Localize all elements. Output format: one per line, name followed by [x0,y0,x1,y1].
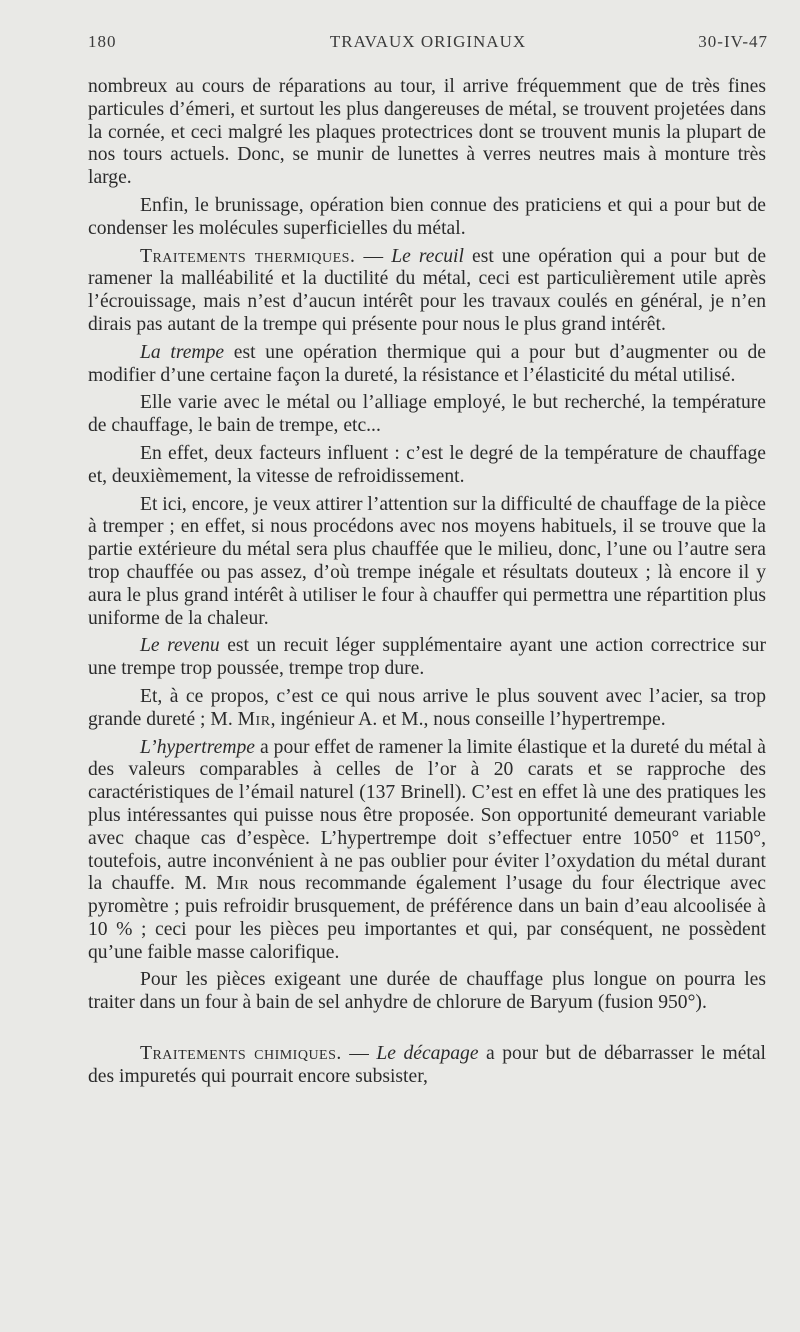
section-heading: Traitements chimiques. [140,1043,342,1065]
term: L’hypertrempe [140,736,255,758]
paragraph [88,494,766,631]
paragraph [88,392,766,438]
paragraph [88,246,766,337]
running-header [88,32,768,62]
page-number: 180 [88,32,117,51]
text-segment: Pour les pièces exigeant une durée de chauffage plus longue on pourra les traiter dans un four à bain de sel anhydre de chlorure de Baryum (fusion 950°). [88,969,766,1014]
paragraph [88,195,766,241]
text-segment: est un recuit léger supplémentaire ayant une action correctrice sur une trempe trop poussée, trempe trop dure. [88,635,766,680]
paragraph [88,969,766,1015]
paragraph [88,443,766,489]
person-name: Mir [216,873,250,895]
text-segment: Et ici, encore, je veux attirer l’attention sur la difficulté de chauffage de la pièce à tremper ; en effet, si nous procédons avec nos moyens habituels, il se trouve que la partie extérieure du métal sera plus chauffée que le milieu, donc, l’une ou l’autre sera trop chauffée ou pas assez, d’où trempe inégale et résultats douteux ; là encore il y aura le plus grand intérêt à utiliser le four à chauffer qui permettra une répartition plus uniforme de la chaleur. [88,493,766,629]
person-name: Mir [237,708,271,730]
text-segment: Enfin, le brunissage, opération bien connue des praticiens et qui a pour but de condenser les molécules superficielles du métal. [88,194,766,239]
text-segment: — [355,245,392,267]
text-segment: est une opération thermique qui a pour but d’augmenter ou de modifier d’une certaine façon la dureté, la résistance et l’élasticité du métal utilisé. [88,341,766,386]
text-segment: En effet, deux facteurs influent : c’est le degré de la température de chauffage et, deuxièmement, la vitesse de refroidissement. [88,442,766,487]
section-heading: Traitements thermiques. [140,245,356,267]
text-segment: nombreux au cours de réparations au tour, il arrive fréquemment que de très fines particules d’émeri, et surtout les plus dangereuses de métal, se trouvent projetées dans la cornée, et ceci malgré les plaques protectrices dont se trouvent munis la plupart de nos tours actuels. Donc, se munir de lunettes à verres neutres mais à monture très large. [88,76,766,189]
text-segment: a pour effet de ramener la limite élastique et la dureté du métal à des valeurs comparables à celles de l’or à 20 carats et se rapproche des caractéristiques de l’émail naturel (137 Brinell). C’est en effet là une des pratiques les plus intéressantes qui puisse nous être proposée. Son opportunité demeurant variable avec chaque cas d’espèce. L’hypertrempe doit s’effectuer entre 1050° et 1150°, toutefois, autre inconvénient à ne pas oublier pour éviter l’oxydation du métal durant la chauffe. M. [88,736,766,895]
paragraph [88,737,766,965]
term: Le décapage [376,1043,479,1065]
paragraph [88,686,766,732]
term: La trempe [140,341,225,363]
text-segment: est une opération qui a pour but de ramener la malléabilité et la ductilité du métal, ceci est particulièrement utile après l’écrouissage, mais n’est d’aucun intérêt pour les travaux coulés en général, je n’en dirais pas autant de la trempe qui présente pour nous le plus grand intérêt. [88,245,767,335]
text-segment: nous recommande également l’usage du four électrique avec pyromètre ; puis refroidir brusquement, de préférence dans un bain d’eau alcoolisée à 10 % ; ceci pour les pièces peu importantes et qui, par conséquent, ne possèdent qu’une faible masse calorifique. [88,873,767,963]
body-text [88,76,766,1094]
issue-date: 30-IV-47 [698,32,768,51]
paragraph [88,342,766,388]
text-segment: Et, à ce propos, c’est ce qui nous arrive le plus souvent avec l’acier, sa trop grande dureté ; M. [88,685,766,730]
running-title: TRAVAUX ORIGINAUX [329,32,527,51]
text-segment: — [341,1043,377,1065]
text-segment: , ingénieur A. et M., nous conseille l’hypertrempe. [270,708,666,730]
term: Le revenu [140,635,220,657]
text-segment: Elle varie avec le métal ou l’alliage employé, le but recherché, la température de chauffage, le bain de trempe, etc... [88,392,766,437]
paragraph [88,635,766,681]
paragraph [88,1043,766,1089]
text-segment: a pour but de débarrasser le métal des impuretés qui pourrait encore subsister, [88,1043,766,1087]
paragraph [88,76,766,190]
term: Le recuil [391,245,464,267]
